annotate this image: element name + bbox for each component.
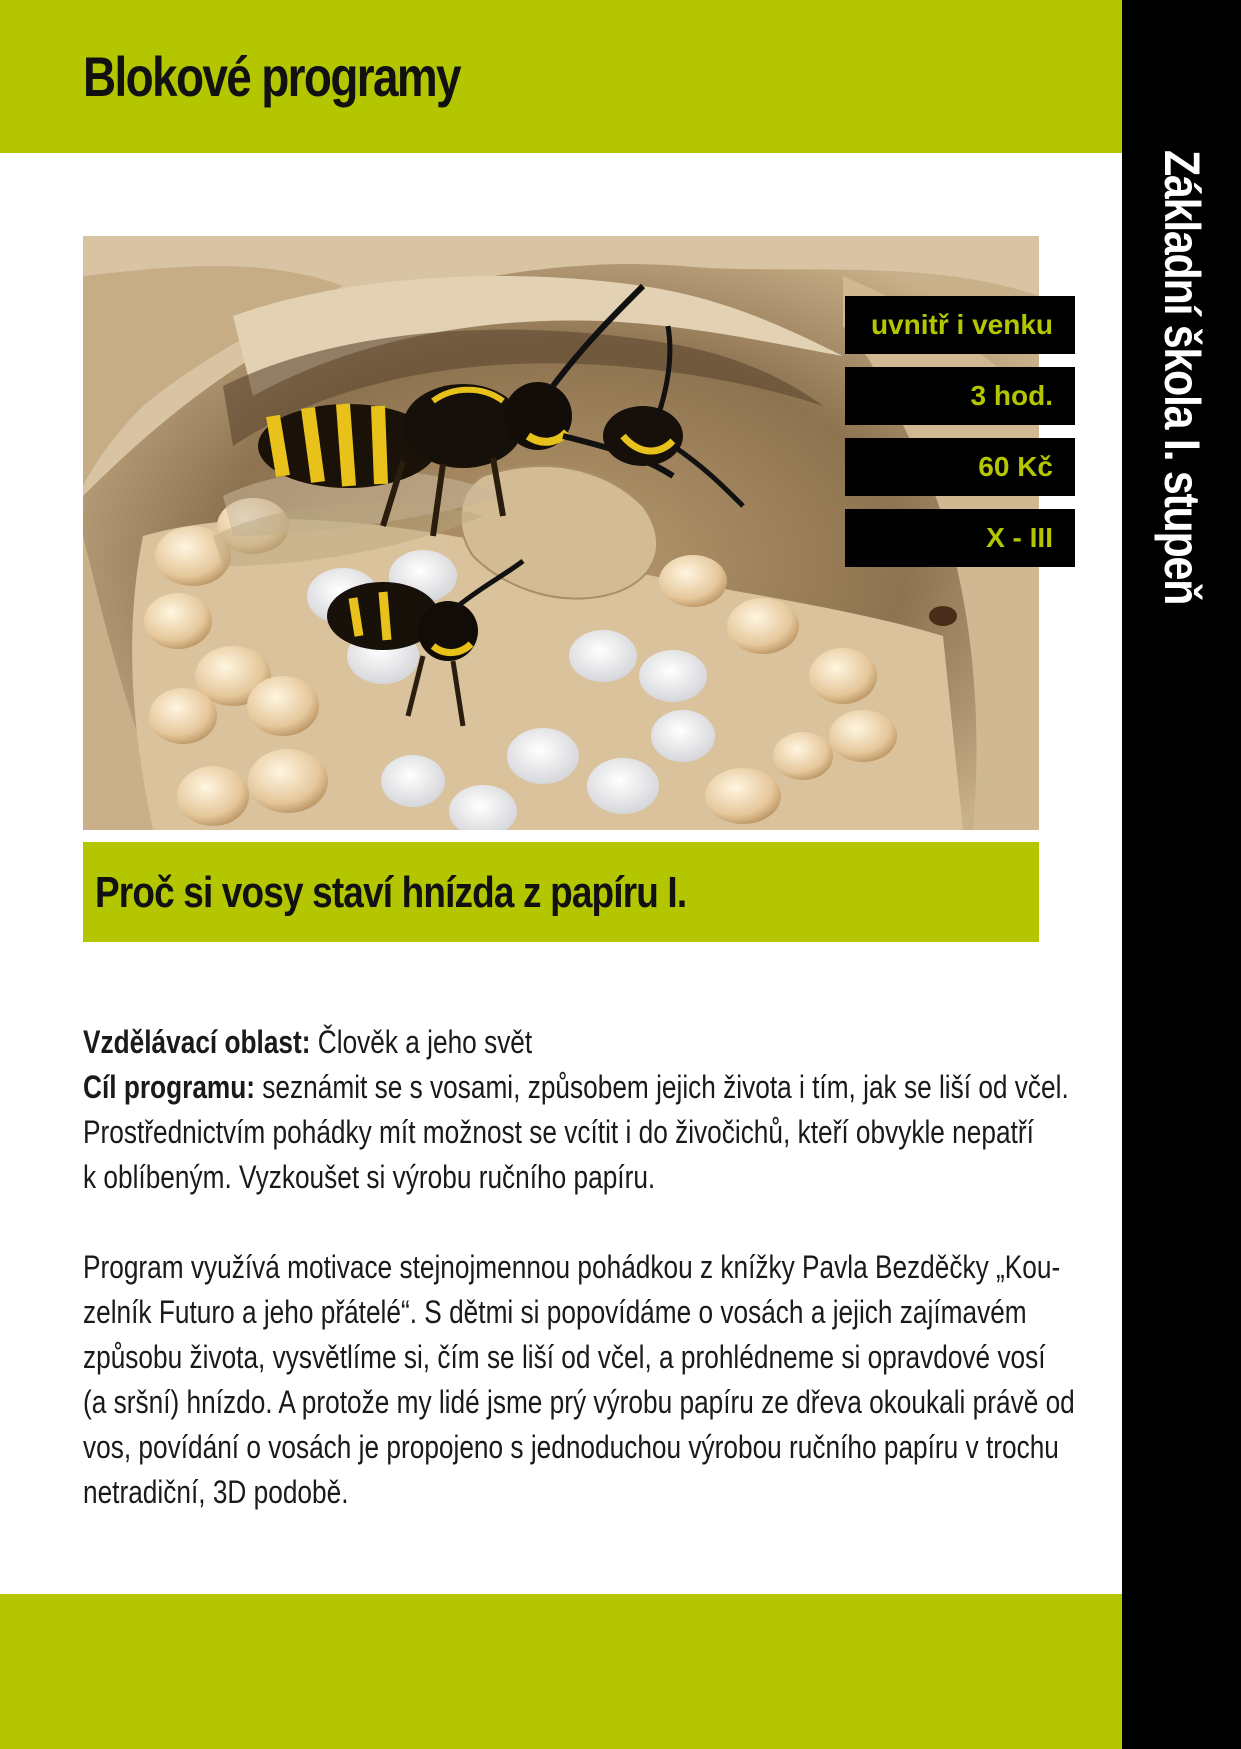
footer-band <box>0 1594 1122 1749</box>
description-line: netradiční, 3D podobě. <box>83 1474 349 1510</box>
description-line: (a sršní) hnízdo. A protože my lidé jsme prý výrobu papíru ze dřeva okoukali právě od <box>83 1384 1075 1420</box>
side-title-container <box>1122 150 1241 790</box>
area-line <box>83 1020 1018 1065</box>
goal-line <box>83 1065 1069 1110</box>
program-title: Proč si vosy staví hnízda z papíru I. <box>95 868 687 917</box>
description-line: zelník Futuro a jeho přátelé“. S dětmi si popovídáme o vosách a jejich zajímavém <box>83 1294 1027 1330</box>
side-title: Základní škola I. stupeň <box>1154 150 1210 605</box>
goal-line-3: k oblíbeným. Vyzkoušet si výrobu ručního papíru. <box>83 1159 656 1195</box>
tag-duration: 3 hod. <box>845 367 1075 425</box>
goal-label: Cíl programu: <box>83 1069 256 1105</box>
description-line: vos, povídání o vosách je propojeno s jednoduchou výrobou ručního papíru v trochu <box>83 1429 1059 1465</box>
header-band <box>0 0 1122 153</box>
goal-text: seznámit se s vosami, způsobem jejich života i tím, jak se liší od včel. <box>255 1069 1069 1105</box>
description-line: způsobu života, vysvětlíme si, čím se liší od včel, a prohlédneme si opravdové vosí <box>83 1339 1046 1375</box>
tag-price: 60 Kč <box>845 438 1075 496</box>
program-title-bar <box>83 842 1039 942</box>
tag-location: uvnitř i venku <box>845 296 1075 354</box>
tag-months: X - III <box>845 509 1075 567</box>
area-label: Vzdělávací oblast: <box>83 1024 311 1060</box>
page-title: Blokové programy <box>83 45 460 108</box>
area-value: Člověk a jeho svět <box>310 1024 533 1060</box>
program-description <box>83 1020 1075 1515</box>
description-line: Program využívá motivace stejnojmennou pohádkou z knížky Pavla Bezděčky „Kou- <box>83 1249 1061 1285</box>
goal-line-2: Prostřednictvím pohádky mít možnost se vcítit i do živočichů, kteří obvykle nepatří <box>83 1114 1034 1150</box>
